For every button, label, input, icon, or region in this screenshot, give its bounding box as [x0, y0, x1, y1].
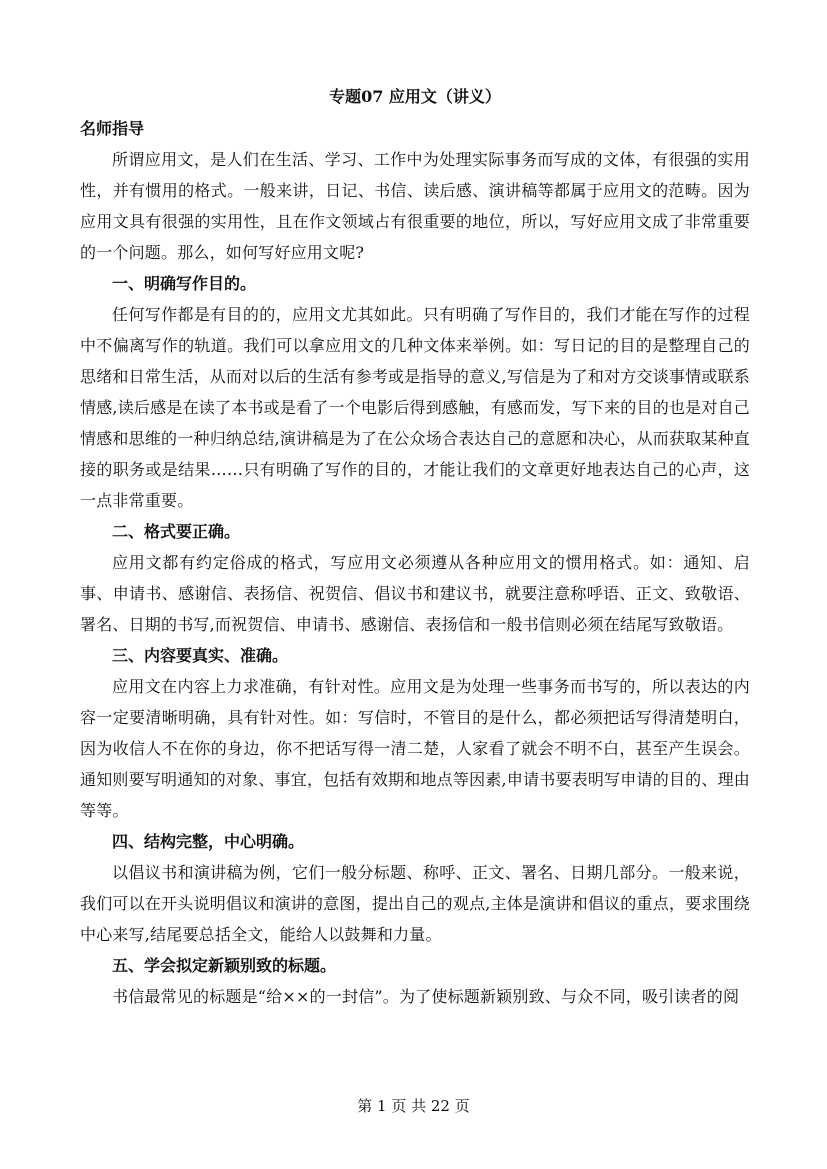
page-number: 第 1 页 共 22 页: [357, 1097, 470, 1115]
section-4-heading: 四、结构完整，中心明确。: [112, 832, 305, 851]
document-body: [80, 84, 750, 1012]
section-3-body: 应用文在内容上力求准确，有针对性。应用文是为处理一些事务而书写的，所以表达的内容一定要清晰明确，具有针对性。如：写信时，不管目的是什么，都必须把话写得清楚明白，因为收信人不在你的身边，你不把话写得一清二楚，人家看了就会不明不白，甚至产生误会。通知则要写明通知的对象、事宜，包括有效期和地点等因素,申请书要表明写申请的目的、理由等等。: [80, 677, 750, 820]
section-2-body: 应用文都有约定俗成的格式，写应用文必须遵从各种应用文的惯用格式。如：通知、启事、申请书、感谢信、表扬信、祝贺信、倡议书和建议书，就要注意称呼语、正文、致敬语、署名、日期的书写,而祝贺信、申请书、感谢信、表扬信和一般书信则必须在结尾写致敬语。: [80, 553, 750, 634]
guide-heading: 名师指导: [80, 119, 145, 138]
section-2-heading: 二、格式要正确。: [112, 522, 241, 541]
intro-paragraph: 所谓应用文，是人们在生活、学习、工作中为处理实际事务而写成的文体，有很强的实用性，并有惯用的格式。一般来讲，日记、书信、读后感、演讲稿等都属于应用文的范畴。因为应用文具有很强的实用性，且在作文领域占有很重要的地位，所以，写好应用文成了非常重要的一个问题。那么，如何写好应用文呢?: [80, 150, 750, 262]
section-1-heading: 一、明确写作目的。: [112, 274, 257, 293]
section-3-heading: 三、内容要真实、准确。: [112, 646, 289, 665]
section-1-body: 任何写作都是有目的的，应用文尤其如此。只有明确了写作目的，我们才能在写作的过程中不偏离写作的轨道。我们可以拿应用文的几种文体来举例。如：写日记的目的是整理自己的思绪和日常生活，从而对以后的生活有参考或是指导的意义,写信是为了和对方交谈事情或联系情感,读后感是在读了本书或是看了一个电影后得到感触，有感而发，写下来的目的也是对自己情感和思维的一种归纳总结,演讲稿是为了在公众场合表达自己的意愿和决心，从而获取某种直接的职务或是结果……只有明确了写作的目的，才能让我们的文章更好地表达自己的心声，这一点非常重要。: [80, 305, 750, 510]
section-5-heading: 五、学会拟定新颖别致的标题。: [112, 956, 337, 975]
page-title: 专题07 应用文（讲义）: [329, 87, 501, 106]
section-5-body: 书信最常见的标题是“给××的一封信”。为了使标题新颖别致、与众不同，吸引读者的阅: [112, 987, 740, 1006]
section-4-body: 以倡议书和演讲稿为例，它们一般分标题、称呼、正文、署名、日期几部分。一般来说，我们可以在开头说明倡议和演讲的意图，提出自己的观点,主体是演讲和倡议的重点，要求围绕中心来写,结尾要总括全文，能给人以鼓舞和力量。: [80, 863, 750, 944]
page-footer: [0, 1096, 827, 1116]
